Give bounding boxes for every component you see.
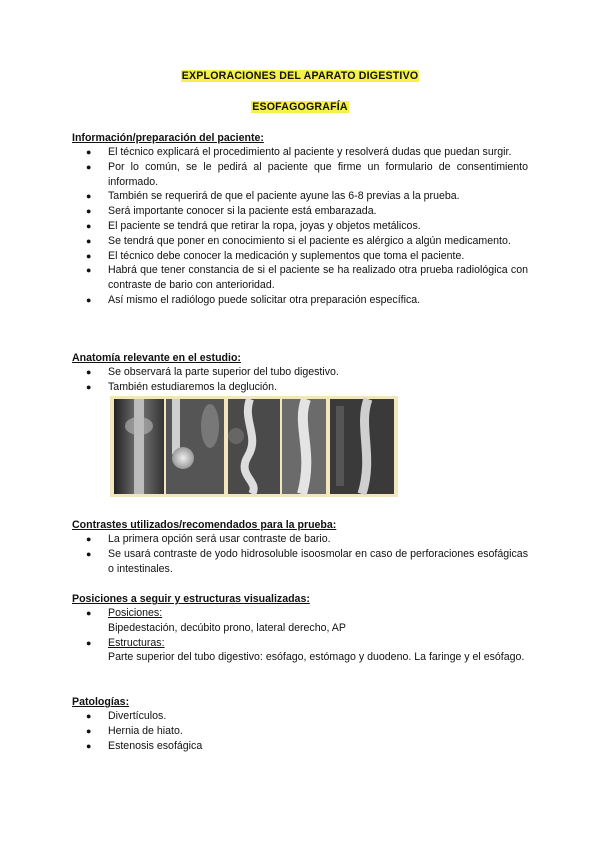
list-item: ● Se usará contraste de yodo hidrosoluble isoosmolar en caso de perforaciones esofágicas o intestinales. (86, 547, 528, 575)
document-title-wrap (0, 70, 600, 82)
list-item (72, 606, 528, 621)
list-item: ● También se requerirá de que el paciente ayune las 6-8 previas a la prueba. (86, 190, 460, 203)
positions-list (72, 606, 528, 665)
list-item: ● Hernia de hiato. (86, 724, 183, 737)
positions-label: Posiciones: (108, 607, 163, 619)
bullet-icon: ● (86, 206, 92, 217)
bullet-icon: ● (86, 381, 92, 392)
xray-esophagography-icon (110, 396, 398, 497)
list-item: ● Divertículos. (86, 710, 167, 722)
list-item: ● El técnico debe conocer la medicación y suplementos que toma el paciente. (86, 249, 465, 262)
document-title: EXPLORACIONES DEL APARATO DIGESTIVO (181, 70, 419, 82)
info-list (72, 145, 528, 308)
bullet-icon: ● (86, 265, 92, 276)
bullet-icon: ● (86, 220, 92, 231)
bullet-icon: ● (86, 548, 92, 559)
list-item (72, 621, 528, 636)
contrasts-list (72, 532, 528, 576)
bullet-icon: ● (86, 534, 92, 544)
section-contrasts (72, 518, 528, 576)
bullet-icon: ● (86, 711, 92, 721)
list-item: ● La primera opción será usar contraste de bario. (86, 533, 331, 545)
bullet-icon: ● (86, 637, 92, 648)
bullet-icon: ● (86, 250, 92, 261)
list-item: ● Estenosis esofágica (86, 739, 203, 752)
list-item (72, 636, 528, 651)
bullet-icon: ● (86, 235, 92, 246)
list-item: ● Así mismo el radiólogo puede solicitar otra preparación específica. (86, 293, 421, 306)
bullet-icon: ● (86, 147, 92, 157)
list-item: ● Será importante conocer si la paciente está embarazada. (86, 205, 377, 218)
section-positions (72, 592, 528, 665)
list-item (72, 650, 528, 665)
section-heading: Posiciones a seguir y estructuras visualizadas: (72, 593, 310, 605)
section-heading: Contrastes utilizados/recomendados para la prueba: (72, 519, 337, 531)
bullet-icon: ● (86, 740, 92, 751)
list-item: ● También estudiaremos la deglución. (86, 380, 278, 393)
document-subtitle-wrap (0, 101, 600, 113)
list-item: ● Se observará la parte superior del tubo digestivo. (86, 366, 339, 378)
list-item: ● Se tendrá que poner en conocimiento si el paciente es alérgico a algún medicamento. (86, 234, 511, 247)
structures-label: Estructuras: (108, 636, 165, 649)
bullet-icon: ● (86, 725, 92, 736)
bullet-icon: ● (86, 608, 92, 618)
list-item: ● Habrá que tener constancia de si el paciente se ha realizado otra prueba radiológica con contraste de bario con anterioridad. (86, 264, 528, 292)
document-subtitle: ESOFAGOGRAFÍA (252, 101, 348, 113)
section-pathologies (72, 695, 528, 753)
section-heading: Anatomía relevante en el estudio: (72, 352, 241, 364)
list-item: ● El técnico explicará el procedimiento al paciente y resolverá dudas que puedan surgir. (86, 146, 512, 158)
structures-text: Parte superior del tubo digestivo: esófago, estómago y duodeno. La faringe y el esófago. (108, 651, 525, 664)
section-info (72, 131, 528, 308)
list-item: ● Por lo común, se le pedirá al paciente que firme un formulario de consentimiento informado. (86, 160, 528, 188)
positions-text: Bipedestación, decúbito prono, lateral derecho, AP (108, 621, 346, 634)
bullet-icon: ● (86, 191, 92, 202)
xray-figure (110, 396, 398, 497)
list-item: ● El paciente se tendrá que retirar la ropa, joyas y objetos metálicos. (86, 219, 421, 232)
anatomy-list (72, 365, 528, 395)
bullet-icon: ● (86, 161, 92, 172)
bullet-icon: ● (86, 294, 92, 305)
pathologies-list (72, 709, 528, 753)
bullet-icon: ● (86, 367, 92, 377)
section-heading: Información/preparación del paciente: (72, 132, 264, 144)
section-anatomy (72, 351, 528, 395)
section-heading: Patologías: (72, 696, 130, 708)
